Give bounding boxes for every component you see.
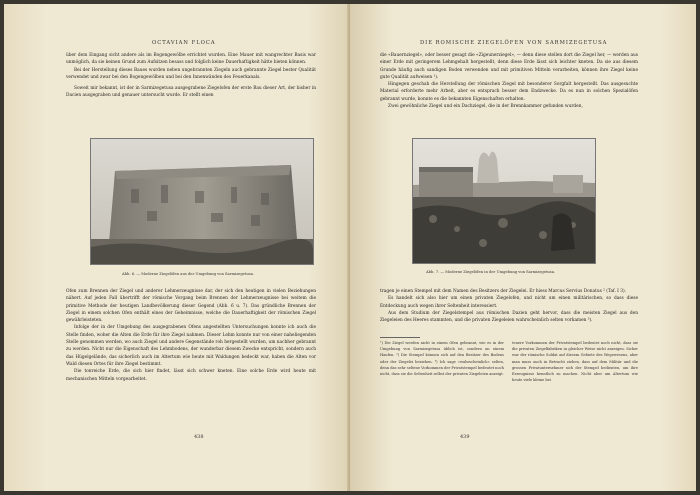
footnotes-right-column [512, 340, 638, 383]
paragraph: Hingegen geschah die Herstellung der römischen Ziegel mit besonderer Sorgfalt hergestellt. Das ausgesuchte Material erforderte mehr Arbeit, aber es entsprach besser dem Endzwecke. Da es nun in solchen Spezialöfen gebrannt wurde, konnte es die bekannten Eigenschaften erhalten. [380, 82, 638, 102]
running-header-left: OCTAVIAN FLOCA [152, 40, 216, 46]
paragraph: Aus dem Studium der Ziegelstempel aus römischen Dazien geht hervor, dass die meisten Ziegel aus den Ziegeleien des Heeres stammten, und die privaten Ziegeleien wahrscheinlich selten vorkamen ³). [380, 310, 638, 324]
footnote-rule [380, 337, 420, 338]
right-page [350, 4, 696, 491]
paragraph: über dem Eingang sicht andere als im Bogengewölbe errichtet wurden. Eine Mauer mit wangrechter Basis war unmöglich, da sie keinen Grund zum Aufsitzen besass und folglich keine Dauerhaftigkeit hätte bieten können. [66, 53, 316, 66]
kiln-ruin-illustration [91, 139, 313, 264]
left-page [4, 4, 350, 491]
paragraph: Soweit mir bekannt, ist der in Sarmizegetusa ausgegrabene Ziegelofen der erste Bau dieser Art, der bisher in Dacien ausgegraben und genauer untersucht wurde. Er stellt einen [66, 86, 316, 99]
page-number-left: 438 [194, 434, 204, 440]
paragraph: Es handelt sich also hier um einen privaten Ziegelofen, und nicht um einen militärischen, so dass diese Entdeckung auch wegen ihrer Seltenheit interessiert. [380, 296, 638, 309]
figure-7-photo [412, 138, 596, 264]
book-spread [4, 4, 696, 491]
page-number-right: 439 [460, 434, 470, 440]
left-text-bottom [66, 288, 316, 383]
paragraph: Zwei gewöhnliche Ziegel und ein Dachziegel, die in der Brennkammer gefunden wurden, [388, 104, 583, 110]
running-header-right: DIE ROMISCHE ZIEGELÖFEN VON SARMIZEGETUSA [420, 40, 608, 46]
footnote-text: ¹) Die Ziegel werden nicht in einem Ofen gebrannt, wie es in der Umgebung von Sarmizegetusa üblich ist, sondern an einem Haufen. ²) Die Stempel können sich auf den Besitzer des Bodens oder der Ziegelei beziehen. ³) Ich sage «wahrscheinlich» selten, denn das sehr seltene Vorkommen der Privatstempel bedeutet noch nicht, dass sie die Seltenheit selbst der privaten Ziegeleien anzeigt. [380, 341, 504, 377]
field-kiln-illustration [413, 139, 595, 263]
footnotes-left-column [380, 340, 504, 377]
paragraph: Bei der Herstellung dieses Baues wurden neben ungebrannten Ziegeln auch gebrannte Ziegel bester Qualität verwendet und zwar bei den Bogengewölben und bei den Innenwänden des Feuerkanals. [66, 67, 316, 80]
paragraph: Die tonreiche Erde, die sich hier findet, lässt sich schwer kneten. Eine solche Erde wird heute mit mechanischen Mitteln vorgearbeitet. [66, 369, 316, 382]
paragraph: tragen je einen Stempel mit dem Namen des Besitzers der Ziegelei. Er hiess Marcus Servius Donatus ² (Taf. I 3). [380, 289, 627, 294]
figure-6-photo [90, 138, 314, 265]
figure-7-caption: Abb. 7. — Moderne Ziegelöfen in der Umgebung von Sarmizegetusa. [426, 270, 556, 274]
paragraph: Infolge der in der Umgebung des ausgegrabenen Ofens angestellten Untersuchungen konnte ich auch die Stelle finden, woher die Alten die Erde für ihre Ziegel nahmen. Dieser Lehm konnte nur von einer naheliegenden Stelle genommen werden, wo auch Ziegel und andere Gegenstände roh hergestellt wurden, um nachher gebrannt zu werden. Nicht nur die Eigenschaft des Lehmbodens, der wunderbar diesem Zwecke entspricht, sondern auch das Hügelgelände, das sicherlich auch im Altertum wie heute mit Waldungen bedeckt war, haben die Alten vor Wald diesen Ortes für ihre Ziegel bestimmt. [66, 325, 316, 367]
footnote-text: teuere Vorkommen der Privatstempel bedeutet noch nicht, dass sie die privaten Ziegelfabriken in gleicher Weise nicht anzeigen. Sicher war der römische Soldat auf diesem Gebiete des Wegewesens, aber man muss auch in Betracht ziehen, dass auf dem Militär und die grossen Privatunternehmer sich der Stempel bedienten, um ihre Erzeugnisse kenntlich zu machen. Nicht aber um Altertum wie heute viele kleine bei [512, 341, 638, 383]
paragraph: die «Bauernziegel», oder besser gesagt die «Zigeunerziegel», — denn diese stellen dort die Ziegel her, — werden aus einer Erde mit geringerem Lehmgehalt hergestellt, denn diese Erde lässt sich leichter kneten. Da sie aus diesem Grunde häufig auch sandigen Boden verwenden und mit primitiven Mitteln verarbeiten, können ihre Ziegel keine gute Qualität aufweisen ¹). [380, 53, 638, 80]
right-text-middle [380, 288, 638, 324]
paragraph: Ofen zum Brennen der Ziegel und anderer Lehmerzeugnisse dar, der sich den heutigen in vielen Beziehungen nähert. Auf jeden Fall übertrifft der römische Vorgang beim Brennen der Lehmerzeugnisse bei weitem die primitive Methode der heutigen Landbevölkerung dieser Gegend (Abb. 6 u. 7). Das gründliche Brennen der Ziegel in einem solchen Ofen enthält eines der Geheimnisse, welche die Dauerhaftigkeit der römischen Ziegel gewährleisteten. [66, 289, 316, 324]
figure-6-caption: Abb. 6. — Moderne Ziegelöfen aus der Umgebung von Sarmizegetusa. [122, 272, 254, 276]
right-text-top [380, 52, 638, 110]
left-text-top [66, 52, 316, 100]
